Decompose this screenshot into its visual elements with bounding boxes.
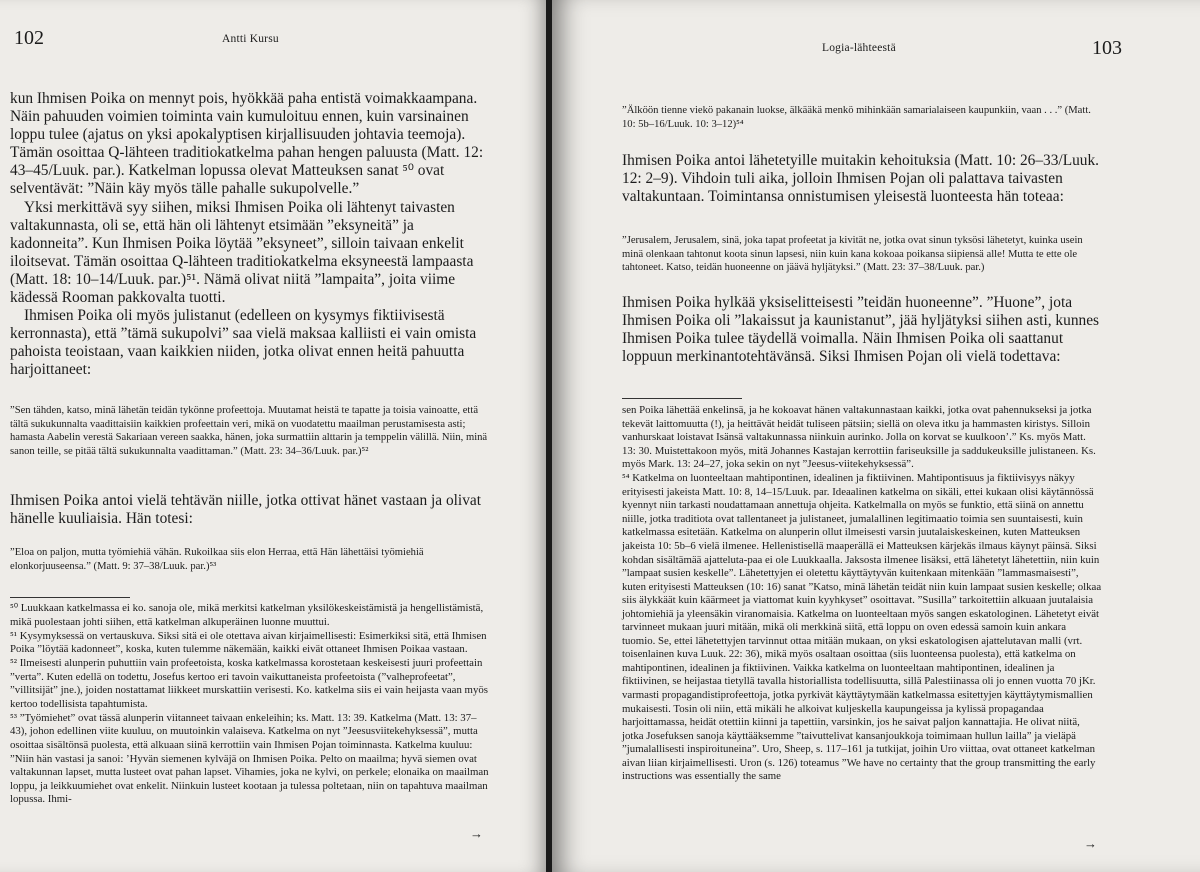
footnote-52: ⁵² Ilmeisesti alunperin puhuttiin vain profeetoista, koska katkelmassa korostetaan keskeisesti juuri profeettain ”verta”. Kuten edellä on todettu, Josefus kertoo eri tavoin vaikuttaneista profeetoista (”valheprofeetat”, ”villitsijät” jne.), joiden nostattamat liikkeet murskattiin verisesti. Ko. katkelma siis ei vain heijasta vaan myös kertoo todellisista tapahtumista.: [10, 657, 488, 710]
left-footnote-rule: [10, 597, 130, 598]
right-footnote-rule: [622, 398, 742, 399]
footnote-51: ⁵¹ Kysymyksessä on vertauskuva. Siksi sitä ei ole otettava aivan kirjaimellisesti: Esimerkiksi sitä, että Ihmisen Poika ”löytää kadonneet”, koska, kuten tulemme näkemään, kaikki eivät ottaneet Ihmisen Poikaa vastaan.: [10, 629, 487, 656]
right-body-text-2: [622, 294, 1102, 366]
footnote-53: ⁵³ ”Työmiehet” ovat tässä alunperin viitanneet taivaan enkeleihin; ks. Matt. 13: 39. Katkelma (Matt. 13: 37–43), johon edellinen viite kuuluu, on muutoinkin valaiseva. Katkelma on nyt ”Jeesusviitekehyksessä”, mutta osoittaa sisältönsä puolesta, että alkuaan siinä kerrottiin vain Ihmisen Pojan toiminnasta. Katkelma kuuluu: ”Niin hän vastasi ja sanoi: ’Hyvän siemenen kylväjä on Ihmisen Poika. Pelto on maailma; hyvä siemen ovat valtakunnan lapset, mutta lusteet ovat pahan lapset. Vihamies, joka ne kylvi, on perkele; elonaika on maailman loppu, ja leikkuumiehet ovat enkelit. Niinkuin lusteet kootaan ja tulessa poltetaan, niin on tapahtuva maailman lopussa. Ihmi-: [10, 711, 489, 806]
footnote-50: ⁵⁰ Luukkaan katkelmassa ei ko. sanoja ole, mikä merkitsi katkelman yksilökeskeistämistä ja hengellistämistä, mikä puolestaan johti siihen, että katkelman alkuperäinen luonne muuttui.: [10, 602, 484, 628]
right-page-number: 103: [1092, 37, 1122, 59]
left-paragraph-3: Ihmisen Poika oli myös julistanut (edelleen on kysymys fiktiivisestä kerronnasta), että ”tämä sukupolvi” saa vielä maksaa kalliisti ei vain omista pahoista teoistaan, vaan kaikkien niiden, jotka olivat ennen heitä pahuutta harjoittaneet:: [10, 307, 477, 379]
right-body-text-1: [622, 152, 1102, 206]
right-block-quote-mid: [622, 234, 1102, 275]
right-block-quote-top: [622, 104, 1102, 131]
left-page: [0, 0, 548, 872]
right-continuation-arrow-icon: →: [1084, 836, 1097, 851]
left-block-quote-1: [10, 404, 490, 458]
right-paragraph-2: Ihmisen Poika hylkää yksiselitteisesti ”teidän huoneenne”. ”Huone”, jota Ihmisen Poika oli ”lakaissut ja kaunistanut”, jää hyljätyksi siihen asti, kunnes Ihmisen Poika tulee täydellä voimalla. Näin Ihmisen Poika oli saattanut loppuun merkinantotehtävänsä. Siksi Ihmisen Pojan oli vielä todettava:: [622, 294, 1100, 366]
left-page-number: 102: [14, 27, 44, 49]
left-quote-1-text: ”Sen tähden, katso, minä lähetän teidän tykönne profeettoja. Muutamat heistä te tapatte ja toisia vainoatte, että tältä sukukunnalta vaadittaisiin kaikkien profeettain veri, mikä on vuodatettu maailman perustamisesta asti; hamasta Aabelin verestä Sakariaan vereen saakka, hänen, joka surmattiin alttarin ja temppelin välillä. Niin, minä sanon teille, se pitää tältä sukukunnalta vaadittaman.” (Matt. 23: 34–36/Luuk. par.)⁵²: [10, 405, 488, 457]
left-body-text: [10, 90, 490, 380]
left-paragraph-2: Yksi merkittävä syy siihen, miksi Ihmisen Poika oli lähtenyt taivasten valtakunnasta, oli se, että hän oli lähtenyt etsimään ”eksyneitä” ja kadonneita”. Kun Ihmisen Poika löytää ”eksyneet”, silloin taivaan enkelit iloitsevat. Tämän osoittaa Q-lähteen traditiokatkelma eksyneestä lampaasta (Matt. 18: 10–14/Luuk. par.)⁵¹. Nämä olivat niitä ”lampaita”, joita viime kädessä Rooman pakkovalta tuotti.: [10, 198, 474, 307]
left-continuation-arrow-icon: →: [470, 826, 483, 841]
left-body-text-2: [10, 492, 490, 528]
left-running-head: Antti Kursu: [222, 33, 279, 45]
left-quote-2-text: ”Eloa on paljon, mutta työmiehiä vähän. Rukoilkaa siis elon Herraa, että Hän lähettäisi työmiehiä elonkorjuuseensa.” (Matt. 9: 37–38/Luuk. par.)⁵³: [10, 547, 424, 572]
left-footnotes: [10, 602, 490, 807]
right-footnotes: [622, 404, 1102, 784]
right-paragraph-1: Ihmisen Poika antoi lähetetyille muitakin kehoituksia (Matt. 10: 26–33/Luuk. 12: 2–9). Vihdoin tuli aika, jolloin Ihmisen Pojan oli palattava taivasten valtakuntaan. Toimintansa onnistumisen yleisestä luonteesta hän toteaa:: [622, 152, 1100, 206]
right-running-head: Logia-lähteestä: [822, 42, 896, 54]
footnote-53-continued: sen Poika lähettää enkelinsä, ja he kokoavat hänen valtakunnastaan kaikki, jotka ovat pahennukseksi ja jotka tekevät laittomuutta (!), ja heittävät heidät tuliseen pätsiin; siellä on oleva itku ja hammasten kiristys. Silloin vanhurskaat loistavat Isänsä valtakunnassa niinkuin aurinko. Jolla on korvat se kuulkoon’.” Ks. myös Matt. 13: 30. Muistettakoon myös, mitä Johannes Kastajan kerrottiin fariseuksille ja saddukeuksille julistaneen. Ks. myös Mark. 13: 24–27, joka sekin on nyt ”Jeesus-viitekehyksessä”.: [622, 404, 1096, 471]
left-paragraph-4: Ihmisen Poika antoi vielä tehtävän niille, jotka ottivat hänet vastaan ja olivat hänelle kuuliaisia. Hän totesi:: [10, 492, 481, 528]
left-block-quote-2: [10, 546, 490, 573]
footnote-54: ⁵⁴ Katkelma on luonteeltaan mahtipontinen, idealinen ja fiktiivinen. Mahtipontisuus ja fiktiivisyys näkyy erityisesti jakeista Matt. 10: 8, 14–15/Luuk. par. Ideaalinen katkelma on sikäli, ettei kukaan olisi käytännössä kyennyt niin tarkasti noudattamaan annettuja ohjeita. Katkelmalla on myös se funktio, että siinä on annettu niille, jotka traditiota ovat tallentaneet ja julistaneet, jumalallinen legitimaatio toimia sen suuntaisesti, kuin katkelmassa esitetään. Katkelma on alunperin ollut ilmeisesti varsin juutalaiskeskeinen, kuten Matteuksen jakeista 10: 5b–6 vielä ilmenee. Hellenistisellä maaperällä ei Matteuksen kärjekäs ilmaus käynyt päinsä. Siksi kohdan sisältämää ajatteluta-paa ei ole Luukkaalla. Jaksosta ilmenee lisäksi, että lähetetyt lähetettiin, niin kuin ”lampaat susien keskelle”. Lähetettyjen ei oletettu käyttäytyvän kuitenkaan mitenkään ”lammasmaisesti”, kuten erityisesti Matteuksen (10: 16) sanat ”Katso, minä lähetän teidät niin kuin lampaat susien keskelle; olkaa siis älykkäät kuin käärmeet ja viattomat kuin kyyhkyset” osoittavat. ”Susilla” tarkoitettiin alkuaan juutalaisia johtomiehiä ja yleensäkin viranomaisia. Katkelma on luonteeltaan myös sangen eskatologinen. Lähetetyt eivät tarvinneet mukaan juuri mitään, mikä oli merkkinä siitä, että loppu on oven edessä samoin kuin ankara tuomio. Se, ettei lähetettyjen tarvinnut ottaa mitään mukaan, on yksi eskatologisen ajattelutavan malli (vrt. toisenlainen kuva Luuk. 22: 36), mikä myös osaltaan osoittaa (siis luonteensa puolesta), että katkelma on mahtipontinen, idealinen ja fiktiivinen. Vaikka katkelma on luonteeltaan mahtipontinen, idealinen ja fiktiivinen, se heijastaa tietyllä tavalla historiallista todellisuutta, sillä Palestiinassa oli jo ennen vuotta 70 jKr. varmasti propagandistiprofeettoja, jotka pyrkivät käyttäytymään katkelmassa esitettyjen käyttäytymismallien mukaisesti. Tosin oli niin, että mikäli he alkoivat kuljeskella kaupungeissa ja kylissä propagandaa harjoittamassa, heidät otettiin kiinni ja tapettiin, varsinkin, jos he saivat paljon kannattajia. He olivat niitä, jotka Josefuksen sanoja käyttääksemme ”taivuttelivat kansanjoukkoja toimimaan hullun lailla” ja vieläpä ”jumalallisesti inspiroituneina”. Uro, Sheep, s. 117–161 ja tutkijat, joihin Uro viittaa, ovat ottaneet katkelman aivan liian kirjaimellisesti. Uron (s. 126) toteamus ”We have no certainty that the group transmitting the early instructions was essentially the same: [622, 472, 1102, 783]
right-page: [552, 0, 1200, 872]
right-quote-mid-text: ”Jerusalem, Jerusalem, sinä, joka tapat profeetat ja kivität ne, jotka ovat sinun tyksösi lähetetyt, kuinka usein minä olenkaan tahtonut koota sinun lapsesi, niin kuin kana kokoaa poikansa siipiensä alle! Mutta te ette ole tahtoneet. Katso, teidän huoneenne on jäävä hyljätyksi.” (Matt. 23: 37–38/Luuk. par.): [622, 235, 1083, 274]
right-quote-top-text: ”Älköön tienne viekö pakanain luokse, älkääkä menkö mihinkään samarialaiseen kaupunkiin, vaan . . .” (Matt. 10: 5b–16/Luuk. 10: 3–12)⁵⁴: [622, 105, 1091, 130]
left-paragraph-1: kun Ihmisen Poika on mennyt pois, hyökkää paha entistä voimakkaampana. Näin pahuuden voimien toiminta vain kumuloituu ennen, kuin varsinainen loppu tulee (ajatus on yksi apokalyptisen kirjallisuuden johtavia teemoja). Tämän osoittaa Q-lähteen traditiokatkelma pahan hengen paluusta (Matt. 12: 43–45/Luuk. par.). Katkelman lopussa olevat Matteuksen sanat ⁵⁰ ovat selventävät: ”Näin käy myös tälle pahalle sukupolvelle.”: [10, 90, 484, 198]
